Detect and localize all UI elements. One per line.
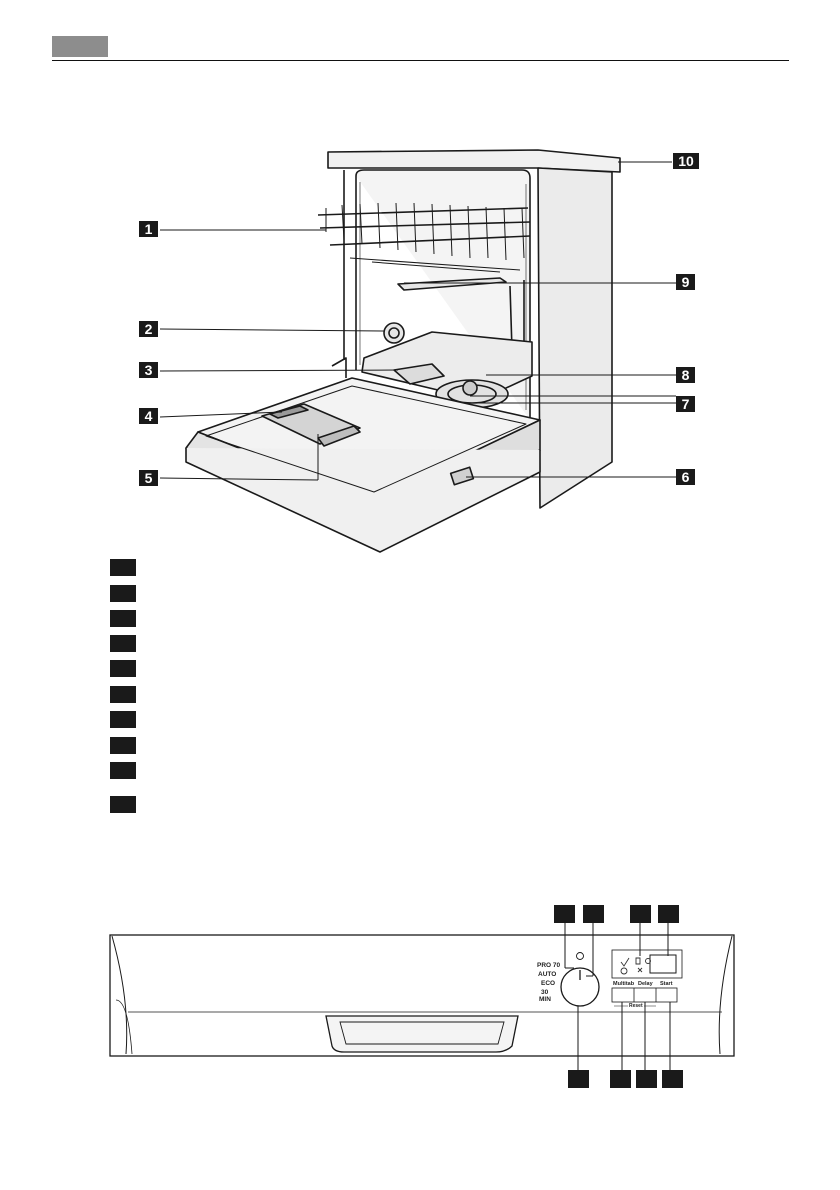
reset-label: Reset xyxy=(629,1003,643,1009)
callout-1: 1 xyxy=(139,221,158,237)
panel-key-bottom-4 xyxy=(662,1070,683,1088)
programme-label-eco: ECO xyxy=(541,980,556,987)
callout-2: 2 xyxy=(139,321,158,337)
panel-key-bottom-1 xyxy=(568,1070,589,1088)
callout-8: 8 xyxy=(676,367,695,383)
callout-9: 9 xyxy=(676,274,695,290)
programme-label-min: MIN xyxy=(539,996,551,1003)
panel-key-top-2 xyxy=(583,905,604,923)
start-button-label: Start xyxy=(660,981,673,987)
programme-label-auto: AUTO xyxy=(538,971,557,978)
callout-4: 4 xyxy=(139,408,158,424)
callout-3: 3 xyxy=(139,362,158,378)
panel-key-top-3 xyxy=(630,905,651,923)
panel-key-top-1 xyxy=(554,905,575,923)
delay-button-label: Delay xyxy=(638,981,653,987)
panel-key-bottom-2 xyxy=(610,1070,631,1088)
callout-6: 6 xyxy=(676,469,695,485)
callout-5: 5 xyxy=(139,470,158,486)
panel-key-top-4 xyxy=(658,905,679,923)
programme-label-30: 30 xyxy=(541,989,549,996)
multitab-button-label: Multitab xyxy=(613,981,635,987)
callout-7: 7 xyxy=(676,396,695,412)
programme-label-pro70: PRO 70 xyxy=(537,962,561,969)
callout-10: 10 xyxy=(673,153,699,169)
panel-key-bottom-3 xyxy=(636,1070,657,1088)
